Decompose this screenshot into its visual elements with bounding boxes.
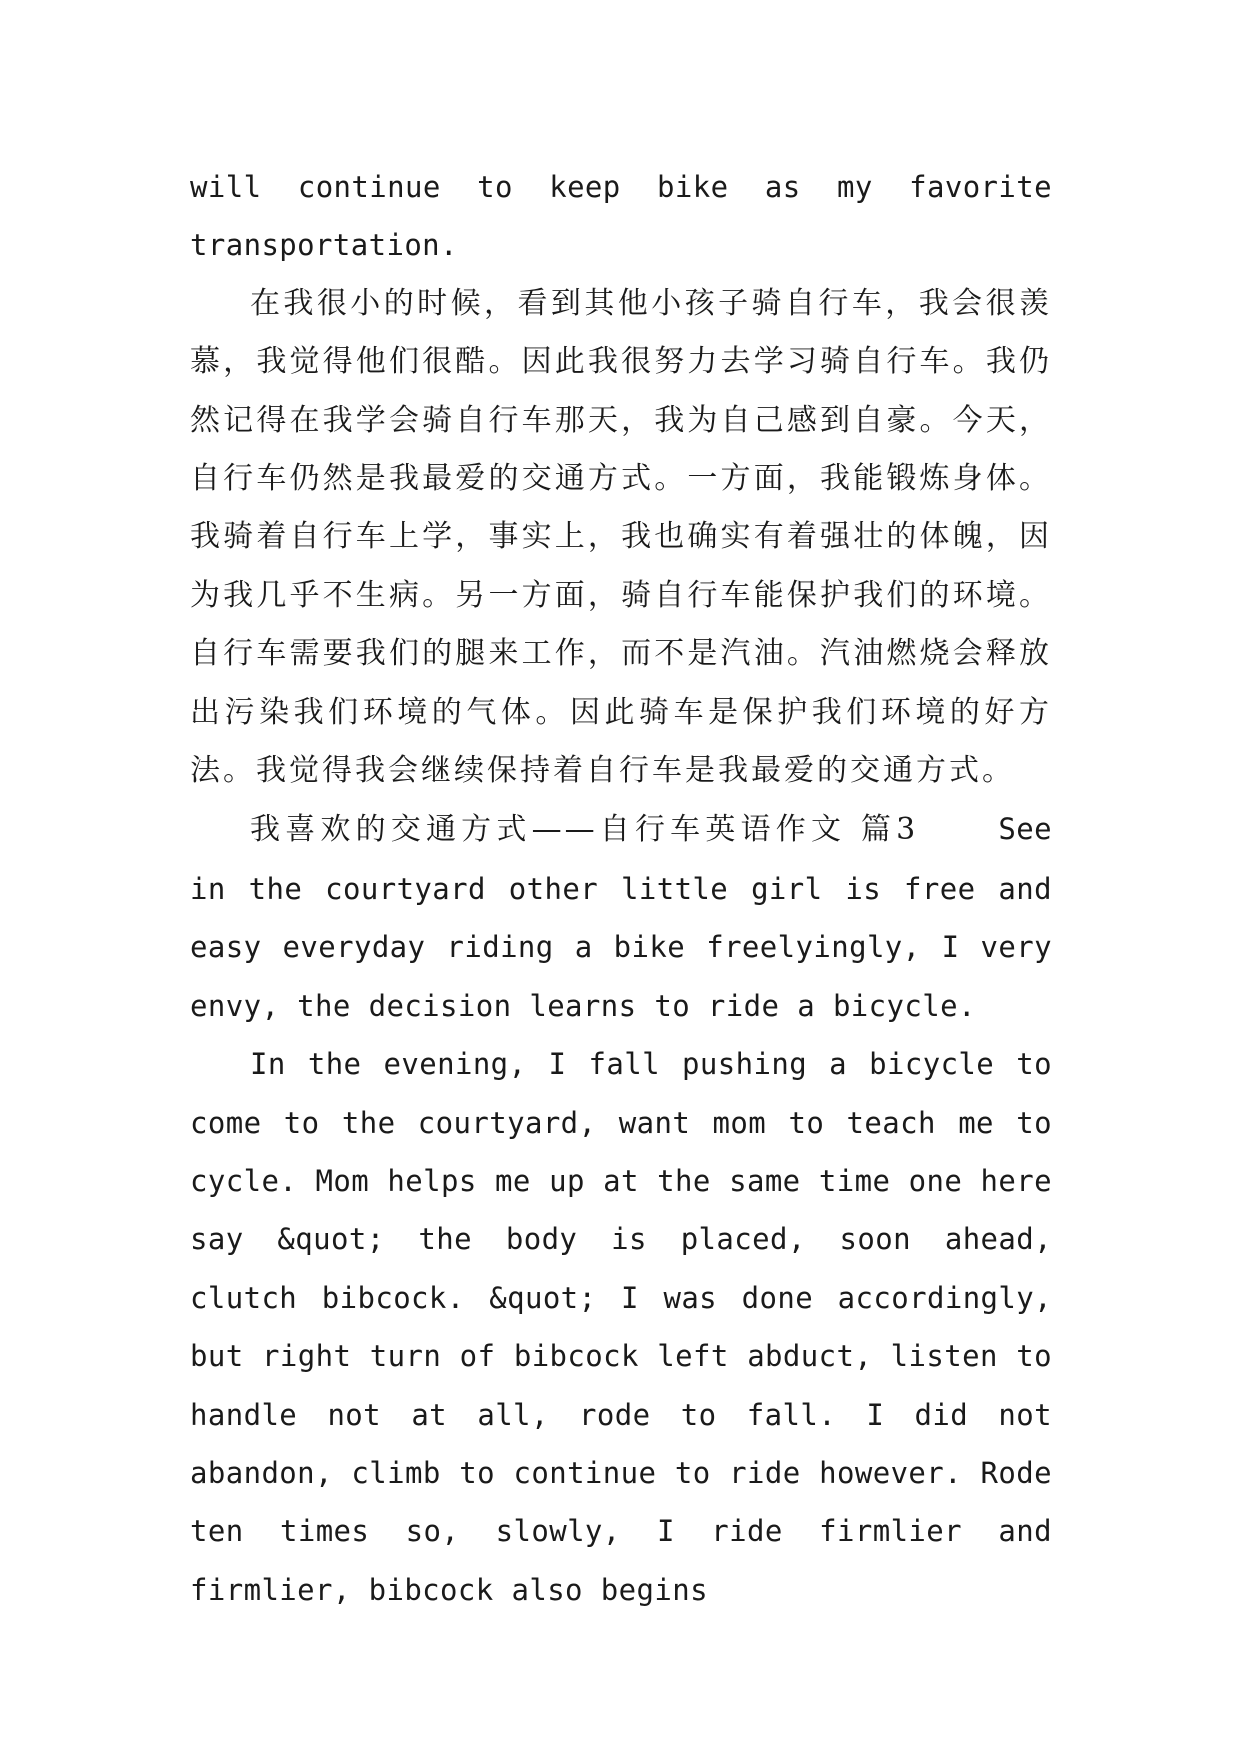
essay-3-intro-body: See in the courtyard other little girl is free and easy everyday riding a bike freelyingly, I very envy, the decision learns to ride a bicycle. [190, 812, 1052, 1023]
paragraph-evening-story: In the evening, I fall pushing a bicycle to come to the courtyard, want mom to teach me to cycle. Mom helps me up at the same time one here say &quot; the body is placed, soon ahead, clutch bibcock. &quot; I was done accordingly, but right turn of bibcock left abduct, listen to handle not at all, rode to fall. I did not abandon, climb to continue to ride however. Rode ten times so, slowly, I ride firmlier and firmlier, bibcock also begins [190, 1047, 1052, 1607]
paragraph-english-ending: will continue to keep bike as my favorite transportation. [190, 170, 1052, 263]
paragraph-chinese-translation: 在我很小的时候，看到其他小孩子骑自行车，我会很羡慕，我觉得他们很酷。因此我很努力去学习骑自行车。我仍然记得在我学会骑自行车那天，我为自己感到自豪。今天，自行车仍然是我最爱的交通方式。一方面，我能锻炼身体。我骑着自行车上学，事实上，我也确实有着强壮的体魄，因为我几乎不生病。另一方面，骑自行车能保护我们的环境。自行车需要我们的腿来工作，而不是汽油。汽油燃烧会释放出污染我们环境的气体。因此骑车是保护我们环境的好方法。我觉得我会继续保持着自行车是我最爱的交通方式。 [190, 285, 1052, 789]
paragraph-essay-3-intro [190, 800, 1052, 1035]
essay-heading: 我喜欢的交通方式——自行车英语作文 篇3 [250, 812, 919, 848]
document-page [190, 158, 1052, 1619]
